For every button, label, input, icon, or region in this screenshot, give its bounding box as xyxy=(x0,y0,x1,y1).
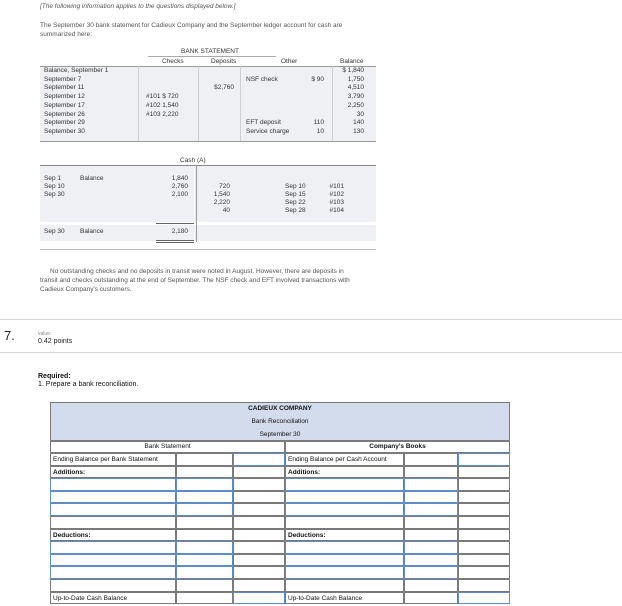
left-row-8-description-input[interactable] xyxy=(50,541,176,554)
recon-date: September 30 xyxy=(259,431,301,438)
right-row-10-amount-input[interactable] xyxy=(404,566,458,579)
right-row-3-amount-input[interactable] xyxy=(404,478,458,491)
left-row-11-mid-cell xyxy=(176,579,233,592)
right-row-11-mid-cell xyxy=(404,579,458,592)
left-row-5-description-input[interactable] xyxy=(50,503,176,516)
cash-credit-date-3: Sep 22 xyxy=(285,199,306,206)
right-row-10-description-input[interactable] xyxy=(285,566,404,579)
left-row-2-mid-cell xyxy=(176,466,233,479)
intro-line-2: summarized here: xyxy=(40,31,93,38)
cash-ending-amt: 2,180 xyxy=(171,228,188,235)
bank-row-4-checks: #101 $ 720 xyxy=(146,93,179,101)
left-additions-label: Additions: xyxy=(53,468,86,476)
cash-credit-amt-2: 1,540 xyxy=(213,191,230,198)
bank-row-3-balance: 4,510 xyxy=(347,84,364,92)
left-row-6-total-cell xyxy=(233,516,285,529)
cash-account-title: Cash (A) xyxy=(180,157,206,164)
right-row-12-mid-cell xyxy=(404,592,458,605)
right-row-9-amount-input[interactable] xyxy=(404,554,458,567)
left-row-11-total-cell xyxy=(233,579,285,592)
cash-debit-date-2: Sep 10 xyxy=(44,183,65,190)
left-row-8-amount-input[interactable] xyxy=(176,541,233,554)
left-row-7-mid-cell xyxy=(176,529,233,542)
left-row-5-amount-input[interactable] xyxy=(176,503,233,516)
cash-credit-ref-2: #102 xyxy=(329,191,344,198)
left-row-4-amount-input[interactable] xyxy=(176,491,233,504)
right-row-8-total-cell xyxy=(458,541,510,554)
right-right-ending-label: Ending Balance per Cash Account xyxy=(288,456,387,463)
left-row-9-description-input[interactable] xyxy=(50,554,176,567)
left-left-ending-label: Ending Balance per Bank Statement xyxy=(53,456,158,463)
bank-row-5-balance: 2,250 xyxy=(347,101,364,109)
bank-row-7-other: EFT deposit xyxy=(246,119,281,127)
right-row-6-mid-cell xyxy=(404,516,458,529)
bank-row-7-balance: 140 xyxy=(353,119,364,127)
right-uptodate-label: Up-to-Date Cash Balance xyxy=(288,594,363,602)
right-row-3-total-cell xyxy=(458,478,510,491)
bank-row-1-label: Balance, September 1 xyxy=(44,67,109,74)
cash-credit-amt-3: 2,220 xyxy=(213,199,230,206)
right-row-12-total-input[interactable] xyxy=(458,592,510,605)
right-row-6-total-cell xyxy=(458,516,510,529)
cash-credit-amt-1: 720 xyxy=(219,183,230,190)
bank-row-2-label: September 7 xyxy=(44,75,82,83)
applies-note: [The following information applies to the questions displayed below.] xyxy=(40,3,236,10)
right-row-10-total-cell xyxy=(458,566,510,579)
cash-debit-date-1: Sep 1 xyxy=(44,175,61,182)
left-row-10-total-cell xyxy=(233,566,285,579)
bank-row-6-label: September 26 xyxy=(44,110,85,118)
right-row-3-description-input[interactable] xyxy=(285,478,404,491)
right-row-5-amount-input[interactable] xyxy=(404,503,458,516)
required-label: Required: xyxy=(38,373,71,380)
left-row-3-description-input[interactable] xyxy=(50,478,176,491)
right-row-9-description-input[interactable] xyxy=(285,554,404,567)
right-row-7-mid-cell xyxy=(404,529,458,542)
right-row-11-total-cell xyxy=(458,579,510,592)
cash-credit-ref-1: #101 xyxy=(329,183,344,190)
company-books-header: Company's Books xyxy=(369,443,426,450)
col-balance: Balance xyxy=(340,58,364,65)
note-line-2: transit and checks outstanding at the end of September. The NSF check and EFT involved transactions with xyxy=(40,277,350,284)
bank-row-5-checks: #102 1,540 xyxy=(146,101,179,109)
right-row-1-total-input[interactable] xyxy=(458,453,510,466)
right-row-4-description-input[interactable] xyxy=(285,491,404,504)
left-row-6-mid-cell xyxy=(176,516,233,529)
left-row-2-total-cell xyxy=(233,466,285,479)
left-row-3-total-cell xyxy=(233,478,285,491)
cash-ending-desc: Balance xyxy=(80,228,104,235)
note-line-3: Cadieux Company's customers. xyxy=(40,286,132,293)
right-row-11-label-cell xyxy=(285,579,404,592)
left-uptodate-label: Up-to-Date Cash Balance xyxy=(53,594,128,602)
bank-row-3-deposits: $2,760 xyxy=(214,84,234,92)
bank-row-7-label: September 29 xyxy=(44,119,85,127)
bank-row-6-balance: 30 xyxy=(356,110,364,118)
bank-statement-title: BANK STATEMENT xyxy=(181,48,239,55)
bank-row-3-label: September 11 xyxy=(44,84,85,92)
cash-credit-date-1: Sep 10 xyxy=(285,183,306,190)
cash-credit-date-2: Sep 15 xyxy=(285,191,306,198)
right-row-2-mid-cell xyxy=(404,466,458,479)
right-row-1-mid-cell xyxy=(404,453,458,466)
cash-debit-desc-1: Balance xyxy=(80,175,104,182)
right-row-5-total-cell xyxy=(458,503,510,516)
left-row-9-total-cell xyxy=(233,554,285,567)
cash-credit-ref-4: #104 xyxy=(329,207,344,214)
left-deductions-label: Deductions: xyxy=(53,531,91,539)
left-row-6-label-cell xyxy=(50,516,176,529)
left-row-5-total-cell xyxy=(233,503,285,516)
cash-credit-amt-4: 40 xyxy=(222,207,230,214)
bank-row-8-balance: 130 xyxy=(353,127,364,135)
col-deposits: Deposits xyxy=(211,58,237,65)
right-row-7-total-cell xyxy=(458,529,510,542)
cash-debit-amt-2: 2,760 xyxy=(171,183,188,190)
cash-credit-ref-3: #103 xyxy=(329,199,344,206)
right-deductions-label: Deductions: xyxy=(288,531,326,539)
cash-debit-amt-3: 2,100 xyxy=(171,191,188,198)
left-row-4-total-cell xyxy=(233,491,285,504)
left-row-1-mid-cell xyxy=(176,453,233,466)
required-task: 1. Prepare a bank reconciliation. xyxy=(38,381,139,388)
bank-row-4-balance: 3,790 xyxy=(347,93,364,101)
left-row-9-amount-input[interactable] xyxy=(176,554,233,567)
cash-debit-date-3: Sep 30 xyxy=(44,191,65,198)
left-row-10-amount-input[interactable] xyxy=(176,566,233,579)
left-row-8-total-cell xyxy=(233,541,285,554)
left-row-12-total-input[interactable] xyxy=(233,592,285,605)
right-row-9-total-cell xyxy=(458,554,510,567)
cash-debit-amt-1: 1,840 xyxy=(171,175,188,182)
right-row-5-description-input[interactable] xyxy=(285,503,404,516)
bank-row-6-checks: #103 2,220 xyxy=(146,110,179,118)
right-row-6-label-cell xyxy=(285,516,404,529)
left-row-1-total-input[interactable] xyxy=(233,453,285,466)
left-row-12-mid-cell xyxy=(176,592,233,605)
value-label: value: xyxy=(38,331,52,337)
recon-title: Bank Reconciliation xyxy=(251,418,309,425)
recon-company: CADIEUX COMPANY xyxy=(248,405,312,412)
bank-row-8-label: September 30 xyxy=(44,127,85,135)
bank-row-4-label: September 12 xyxy=(44,93,85,101)
bank-row-2-balance: 1,750 xyxy=(347,75,364,83)
col-checks: Checks xyxy=(162,58,184,65)
cash-ending-date: Sep 30 xyxy=(44,228,65,235)
points-value: 0.42 points xyxy=(38,338,73,345)
right-row-4-total-cell xyxy=(458,491,510,504)
bank-row-7-other-amt: 110 xyxy=(313,119,324,127)
bank-row-5-label: September 17 xyxy=(44,101,85,109)
right-row-8-amount-input[interactable] xyxy=(404,541,458,554)
right-row-8-description-input[interactable] xyxy=(285,541,404,554)
bank-row-2-other-amt: $ 90 xyxy=(311,75,324,83)
bank-row-1-balance: $ 1,840 xyxy=(342,67,364,74)
left-row-11-label-cell xyxy=(50,579,176,592)
bank-row-8-other: Service charge xyxy=(246,127,290,135)
left-row-10-description-input[interactable] xyxy=(50,566,176,579)
bank-row-8-other-amt: 10 xyxy=(316,127,324,135)
left-row-7-total-cell xyxy=(233,529,285,542)
col-other: Other xyxy=(281,58,298,65)
left-row-3-amount-input[interactable] xyxy=(176,478,233,491)
intro-line-1: The September 30 bank statement for Cadieux Company and the September ledger account for cash are xyxy=(40,22,343,29)
cash-credit-date-4: Sep 28 xyxy=(285,207,306,214)
right-row-2-total-cell xyxy=(458,466,510,479)
question-number: 7. xyxy=(4,328,15,343)
bank-row-2-other: NSF check xyxy=(246,75,278,83)
left-row-4-description-input[interactable] xyxy=(50,491,176,504)
bank-statement-header: Bank Statement xyxy=(144,443,191,450)
note-line-1: No outstanding checks and no deposits in transit were noted in August. However, there are deposits in xyxy=(50,268,344,275)
right-row-4-amount-input[interactable] xyxy=(404,491,458,504)
right-additions-label: Additions: xyxy=(288,468,321,476)
